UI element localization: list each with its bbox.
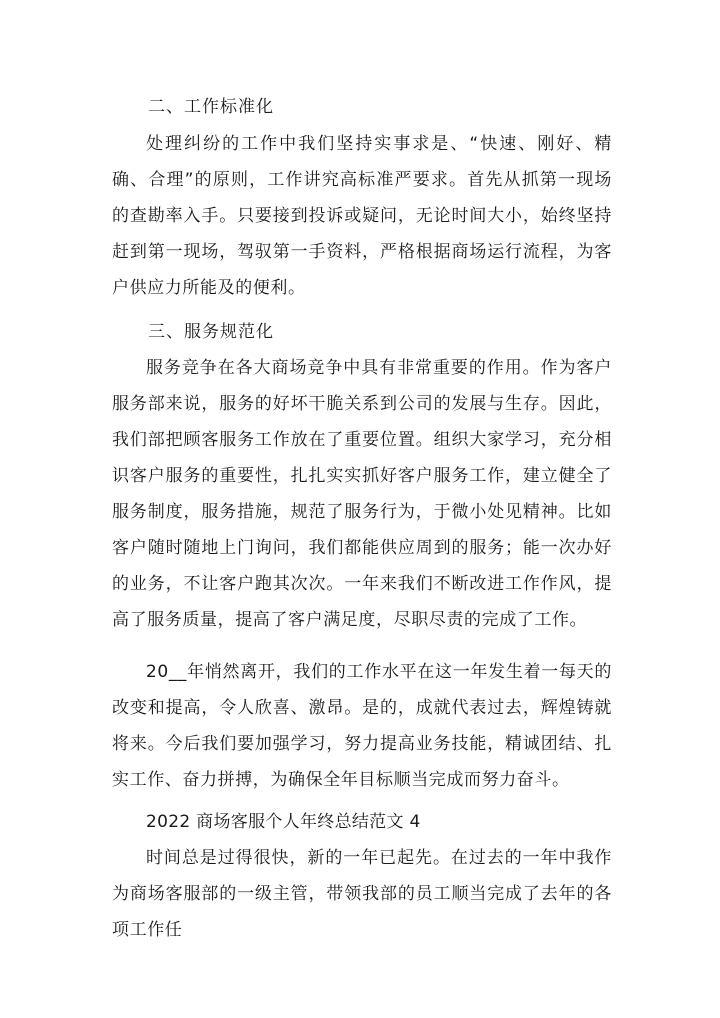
paragraph-service-standardization: 服务竞争在各大商场竞争中具有非常重要的作用。作为客户服务部来说，服务的好坏干脆关系到公司的发展与生存。因此，我们部把顾客服务工作放在了重要位置。组织大家学习，充分相识客户服务的重要性，扎扎实实抓好客户服务工作，建立健全了服务制度，服务措施，规范了服务行为，于微小处见精神。比如客户随时随地上门询问，我们都能供应周到的服务；能一次办好的业务，不让客户跑其次次。一年来我们不断改进工作作风，提高了服务质量，提高了客户满足度，尽职尽责的完成了工作。 <box>112 358 612 630</box>
article-title-4: 2022 商场客服个人年终总结范文 4 <box>146 812 421 832</box>
section-heading-work-standardization: 二、工作标准化 <box>148 97 274 117</box>
paragraph-article-4-intro: 时间总是过得很快，新的一年已起先。在过去的一年中我作为商场客服部的一级主管，带领我部的员工顺当完成了去年的各项工作任 <box>112 848 612 940</box>
section-heading-service-standardization: 三、服务规范化 <box>148 322 274 342</box>
paragraph-work-standardization: 处理纠纷的工作中我们坚持实事求是、“快速、刚好、精确、合理”的原则，工作讲究高标准严要求。首先从抓第一现场的查勘率入手。只要接到投诉或疑问，无论时间大小，始终坚持赶到第一现场，驾驭第一手资料，严格根据商场运行流程，为客户供应力所能及的便利。 <box>112 134 612 298</box>
paragraph-closing: 20__年悄然离开，我们的工作水平在这一年发生着一每天的改变和提高，令人欣喜、激昂。是的，成就代表过去，辉煌铸就将来。今后我们要加强学习，努力提高业务技能，精诚团结、扎实工作、奋力拼搏，为确保全年目标顺当完成而努力奋斗。 <box>112 662 612 790</box>
